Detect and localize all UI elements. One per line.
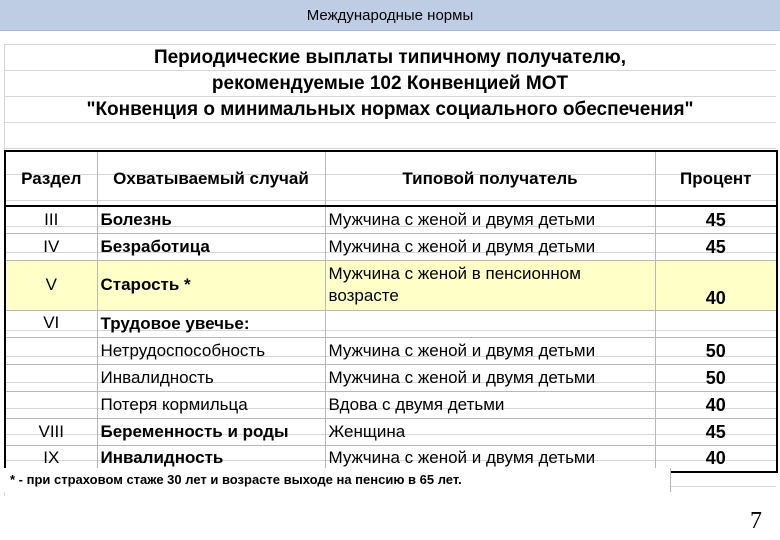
percent-cell: 45 — [655, 206, 777, 233]
benefits-table — [4, 150, 778, 473]
table-row — [5, 364, 777, 391]
title-line-3: "Конвенция о минимальных нормах социального обеспечения" — [86, 99, 694, 120]
section-cell — [5, 337, 97, 364]
recipient-cell: Мужчина с женой и двумя детьми — [325, 337, 655, 364]
recipient-cell: Мужчина с женой в пенсионном возрасте — [325, 260, 655, 310]
table-row — [5, 233, 777, 260]
recipient-cell — [325, 310, 655, 337]
percent-cell: 40 — [655, 260, 777, 310]
recipient-cell: Женщина — [325, 418, 655, 445]
percent-cell: 40 — [655, 391, 777, 418]
table-header-row — [5, 151, 777, 206]
title-line-1: Периодические выплаты типичному получателю, — [153, 47, 627, 68]
section-cell: III — [5, 206, 97, 233]
case-cell: Болезнь — [97, 206, 325, 233]
case-cell: Трудовое увечье: — [97, 310, 325, 337]
table-row — [5, 337, 777, 364]
case-cell: Беременность и роды — [97, 418, 325, 445]
recipient-cell: Мужчина с женой и двумя детьми — [325, 445, 655, 472]
table-row — [5, 418, 777, 445]
table-row — [5, 310, 777, 337]
footnote: * - при страховом стаже 30 лет и возрасте выходе на пенсию в 65 лет. — [4, 468, 671, 492]
percent-cell: 40 — [655, 445, 777, 472]
percent-cell: 50 — [655, 337, 777, 364]
column-header-case: Охватываемый случай — [97, 151, 325, 206]
recipient-cell: Мужчина с женой и двумя детьми — [325, 364, 655, 391]
section-cell: IX — [5, 445, 97, 472]
spreadsheet-area — [4, 44, 776, 496]
case-cell: Безработица — [97, 233, 325, 260]
case-cell: Старость * — [97, 260, 325, 310]
percent-cell: 45 — [655, 418, 777, 445]
recipient-cell: Вдова с двумя детьми — [325, 391, 655, 418]
percent-cell: 50 — [655, 364, 777, 391]
section-cell — [5, 391, 97, 418]
window-title-bar — [0, 0, 780, 31]
title-line-2: рекомендуемые 102 Конвенцией МОТ — [211, 73, 569, 94]
recipient-cell: Мужчина с женой и двумя детьми — [325, 206, 655, 233]
percent-cell — [655, 310, 777, 337]
table-row — [5, 391, 777, 418]
window-title: Международные нормы — [306, 6, 474, 24]
case-cell: Инвалидность — [97, 364, 325, 391]
table-row-highlighted — [5, 260, 777, 310]
recipient-cell: Мужчина с женой и двумя детьми — [325, 233, 655, 260]
percent-cell: 45 — [655, 233, 777, 260]
page-number: 7 — [750, 508, 762, 534]
section-cell: V — [5, 260, 97, 310]
column-header-section: Раздел — [5, 151, 97, 206]
column-header-percent: Процент — [655, 151, 777, 206]
column-header-recipient: Типовой получатель — [325, 151, 655, 206]
section-cell — [5, 364, 97, 391]
section-cell: VI — [5, 310, 97, 337]
section-cell: IV — [5, 233, 97, 260]
case-cell: Нетрудоспособность — [97, 337, 325, 364]
table-row — [5, 206, 777, 233]
case-cell: Инвалидность — [97, 445, 325, 472]
section-cell: VIII — [5, 418, 97, 445]
case-cell: Потеря кормильца — [97, 391, 325, 418]
document-title — [4, 44, 776, 125]
